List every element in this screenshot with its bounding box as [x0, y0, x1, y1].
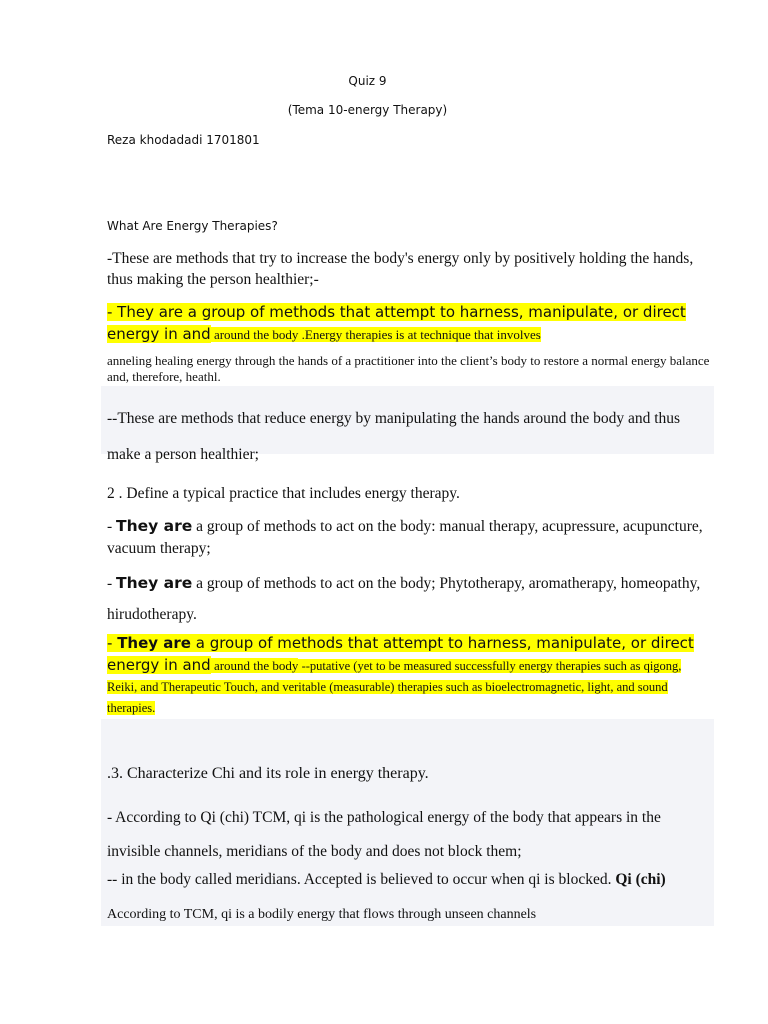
- answer-2-paragraph-1: [107, 515, 713, 560]
- answer-2-paragraph-2: [107, 568, 713, 630]
- answer-3-paragraph-1: - According to Qi (chi) TCM, qi is the pathological energy of the body that appears in the invisible channels, meridians of the body and does not block them;: [107, 809, 661, 860]
- answer-1-paragraph-4: --These are methods that reduce energy by manipulating the hands around the body and thus make a person healthier;: [107, 410, 681, 463]
- paragraph-text: a group of methods to act on the body: manual therapy, acupressure, acupuncture, vacuum therapy;: [107, 518, 703, 557]
- answer-1-paragraph-2: [107, 302, 713, 346]
- question-2: 2 . Define a typical practice that includes energy therapy.: [107, 485, 460, 502]
- bold-lead: They are: [116, 574, 193, 592]
- dash: -: [107, 634, 118, 652]
- answer-3-paragraph-3: According to TCM, qi is a bodily energy that flows through unseen channels: [107, 907, 537, 922]
- bold-lead: They are: [117, 634, 191, 652]
- highlighted-text: a group of methods that attempt to harness, manipulate, or direct energy in and: [107, 634, 694, 674]
- paragraph-text: -- in the body called meridians. Accepted is believed to occur when qi is blocked.: [107, 871, 612, 888]
- page-title: Quiz 9: [348, 74, 387, 88]
- highlighted-text: - They are a group of methods that attempt to harness, manipulate, or direct energy in and: [107, 303, 686, 343]
- answer-1-paragraph-3: anneling healing energy through the hands of a practitioner into the client’s body to restore a normal energy balance and, therefore, heathl.: [107, 353, 710, 384]
- bold-lead: They are: [116, 517, 193, 535]
- paragraph-text: a group of methods to act on the body; Phytotherapy, aromatherapy, homeopathy, hirudotherapy.: [107, 575, 701, 623]
- answer-3-paragraph-2: [107, 871, 666, 889]
- question-1: What Are Energy Therapies?: [107, 219, 278, 233]
- answer-1-paragraph-1: -These are methods that try to increase the body's energy only by positively holding the hands, thus making the person healthier;-: [107, 250, 694, 288]
- highlighted-text-small: --putative (yet to be measured successfully energy therapies such as qigong, Reiki, and Therapeutic Touch, and veritable (measurable) therapies such as bioelectromagnetic, light, and sound therapies.: [107, 659, 682, 715]
- highlighted-text-serif: around the body: [210, 658, 299, 673]
- author-line: Reza khodadadi 1701801: [107, 133, 260, 147]
- answer-2-paragraph-3: [107, 633, 713, 719]
- bold-tail: Qi (chi): [611, 871, 666, 888]
- dash: -: [107, 575, 117, 592]
- question-3: .3. Characterize Chi and its role in energy therapy.: [107, 765, 429, 782]
- highlighted-text-serif: around the body .Energy therapies is at technique that involves: [210, 327, 541, 342]
- dash: -: [107, 518, 117, 535]
- page-subtitle: (Tema 10-energy Therapy): [287, 103, 448, 117]
